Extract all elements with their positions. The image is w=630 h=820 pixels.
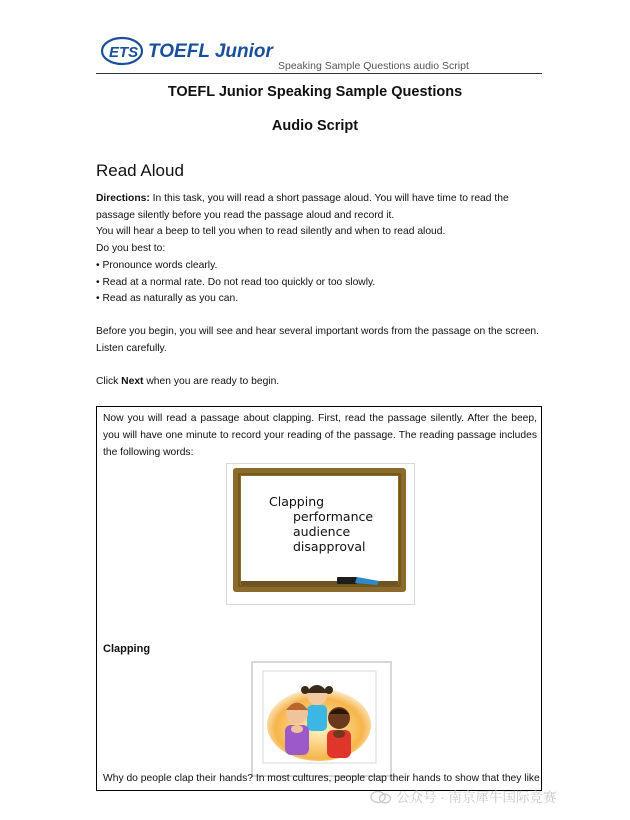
directions-text: In this task, you will read a short passage aloud. You will have time to read the passage silently before you read the passage aloud and record it. [96, 193, 509, 221]
next-keyword: Next [121, 376, 144, 387]
directions-paragraph [96, 191, 544, 224]
board-word: Clapping [269, 494, 325, 509]
beep-line: You will hear a beep to tell you when to read silently and when to read aloud. [96, 226, 446, 238]
clapping-kids-image [251, 661, 392, 777]
logo-ets-text: ETS [109, 44, 139, 61]
header-subtitle: Speaking Sample Questions audio Script [278, 60, 469, 72]
directions-label: Directions: [96, 193, 150, 204]
board-word: audience [293, 524, 351, 539]
directions-block [96, 191, 544, 308]
board-word: performance [293, 509, 374, 524]
section-title: Read Aloud [96, 161, 184, 180]
page-subtitle: Audio Script [271, 118, 359, 134]
bullet-item: • Read at a normal rate. Do not read too quickly or too slowly. [96, 276, 376, 288]
click-pre: Click [96, 376, 122, 387]
click-post: when you are ready to begin. [143, 376, 280, 387]
bullet-item: • Pronounce words clearly. [96, 259, 218, 271]
passage-intro: Now you will read a passage about clapping. First, read the passage silently. After the beep, you will have one minute to record your reading of the passage. The reading passage includes the following words: [103, 413, 537, 458]
whiteboard-image [226, 463, 415, 605]
logo-product-text: TOEFL Junior [148, 41, 273, 62]
watermark [370, 786, 557, 806]
watermark-text: 公众号 · 南京犀牛国际竞赛 [396, 790, 557, 805]
header-rule [96, 73, 542, 74]
clapping-label: Clapping [103, 643, 151, 655]
before-begin-paragraph: Before you begin, you will see and hear several important words from the passage on the screen. Listen carefully. [96, 326, 540, 354]
bullet-item: • Read as naturally as you can. [96, 293, 239, 305]
page-title: TOEFL Junior Speaking Sample Questions [167, 84, 463, 100]
do-best-line: Do you best to: [96, 243, 166, 255]
ets-logo [100, 34, 280, 70]
passage-first-line: Why do people clap their hands? In most cultures, people clap their hands to show that they like [103, 773, 540, 784]
passage-box [96, 406, 542, 791]
wechat-icon [370, 790, 392, 804]
board-word: disapproval [293, 539, 366, 554]
click-next-line [96, 374, 544, 391]
